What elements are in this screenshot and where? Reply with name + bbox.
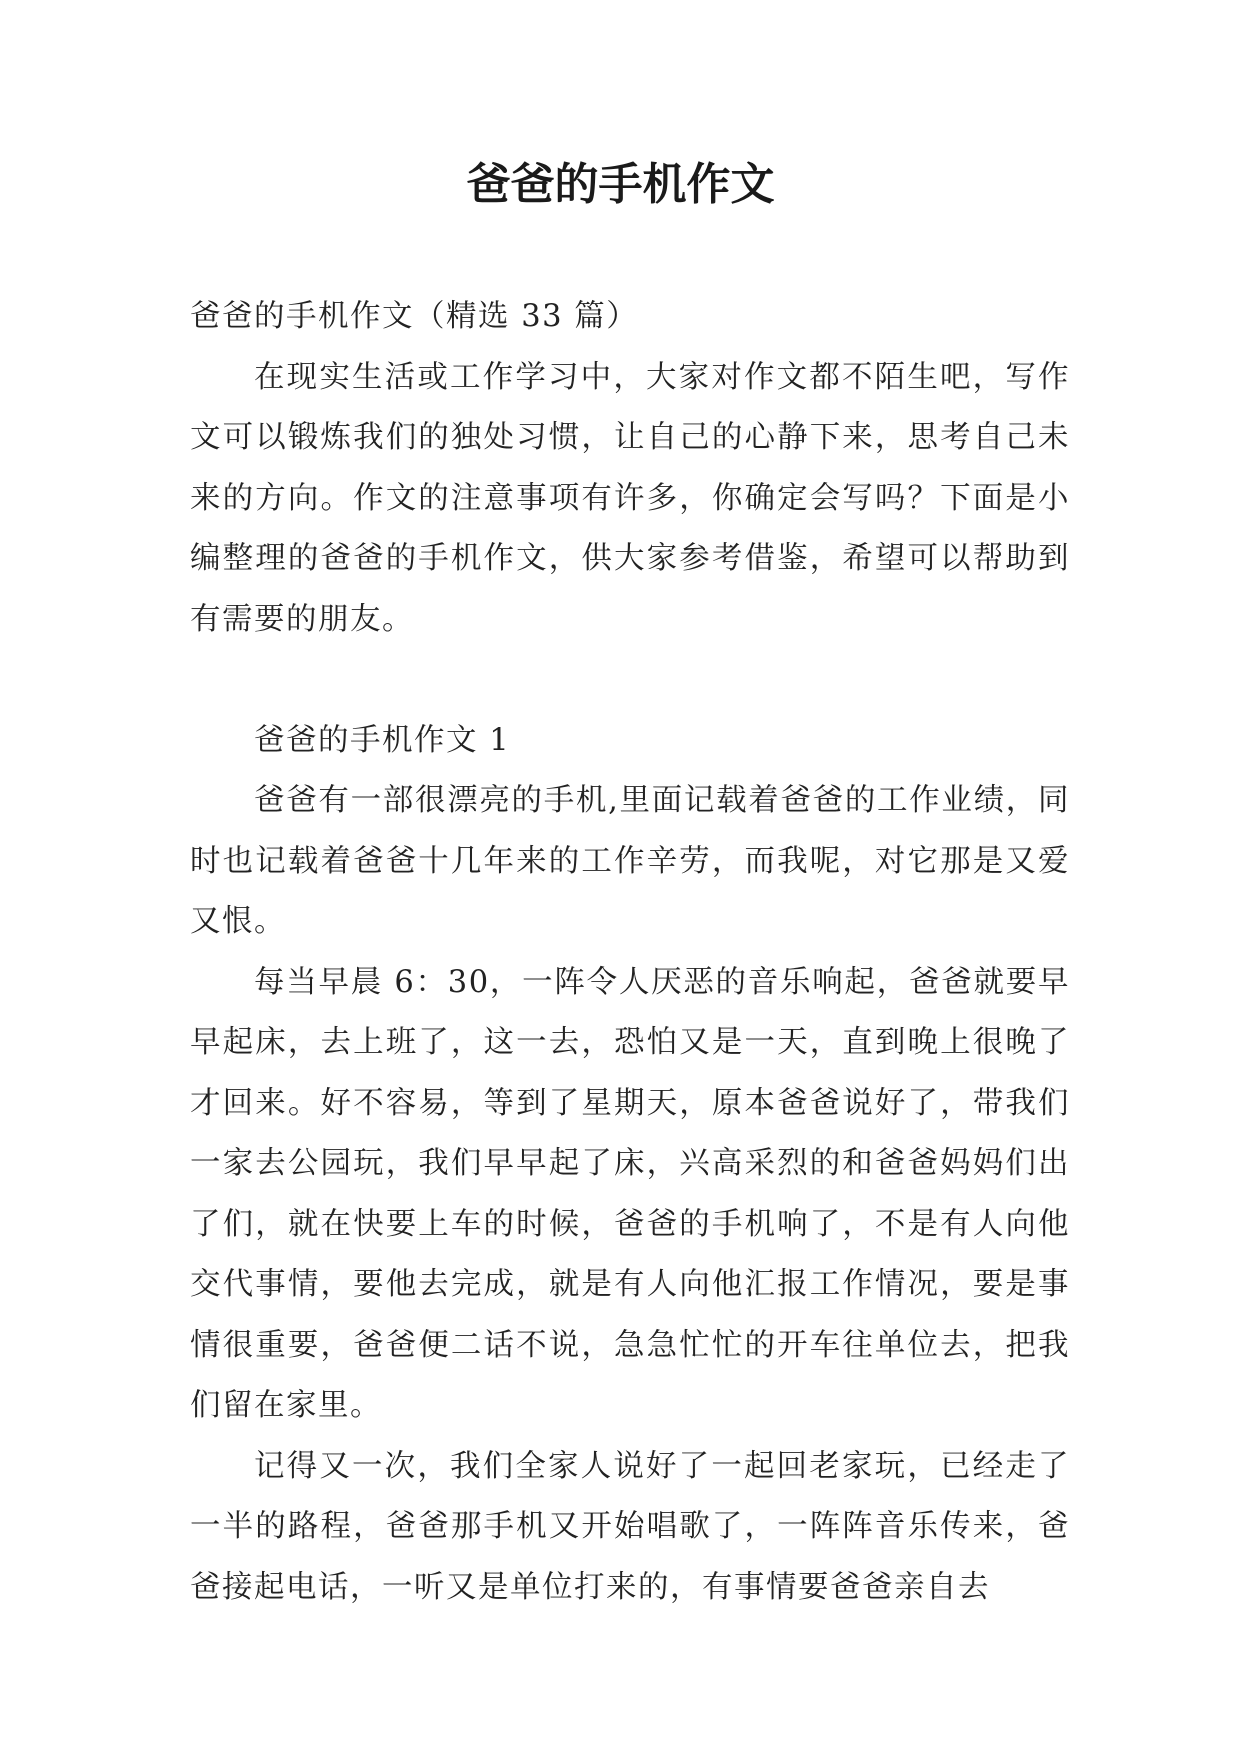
document-title: 爸爸的手机作文 [466, 159, 775, 210]
document-body [190, 287, 1070, 1618]
section-heading: 爸爸的手机作文 1 [254, 722, 511, 758]
document-subtitle: 爸爸的手机作文（精选 33 篇） [190, 299, 639, 334]
body-paragraph: 记得又一次，我们全家人说好了一起回老家玩，已经走了一半的路程，爸爸那手机又开始唱歌了，一阵阵音乐传来，爸爸接起电话，一听又是单位打来的，有事情要爸爸亲自去 [190, 1448, 1070, 1605]
body-paragraph: 爸爸有一部很漂亮的手机,里面记载着爸爸的工作业绩，同时也记载着爸爸十几年来的工作辛劳，而我呢，对它那是又爱又恨。 [190, 783, 1070, 939]
intro-paragraph: 在现实生活或工作学习中，大家对作文都不陌生吧，写作文可以锻炼我们的独处习惯，让自己的心静下来，思考自己未来的方向。作文的注意事项有许多，你确定会写吗？下面是小编整理的爸爸的手机作文，供大家参考借鉴，希望可以帮助到有需要的朋友。 [190, 359, 1070, 637]
body-paragraph: 每当早晨 6：30，一阵令人厌恶的音乐响起，爸爸就要早早起床，去上班了，这一去，恐怕又是一天，直到晚上很晚了才回来。好不容易，等到了星期天，原本爸爸说好了，带我们一家去公园玩，我们早早起了床，兴高采烈的和爸爸妈妈们出了们，就在快要上车的时候，爸爸的手机响了，不是有人向他交代事情，要他去完成，就是有人向他汇报工作情况，要是事情很重要，爸爸便二话不说，急急忙忙的开车往单位去，把我们留在家里。 [190, 964, 1070, 1423]
